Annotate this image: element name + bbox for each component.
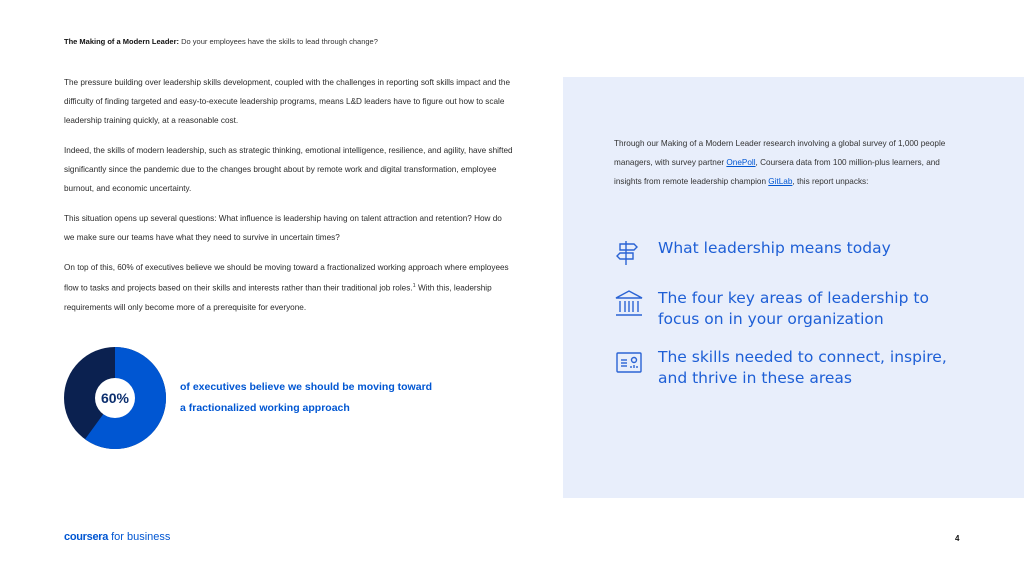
id-card-icon (614, 347, 644, 377)
coursera-logo[interactable] (64, 531, 170, 543)
header-subtitle: Do your employees have the skills to lead through change? (179, 37, 378, 46)
intro-part-1: Through our Making of a Modern Leader research involving a global survey of 1,000 people managers, with survey partner (614, 139, 946, 167)
paragraph-4 (64, 258, 514, 317)
item-label: The four key areas of leadership to focus on in your organization (658, 289, 929, 328)
list-item-leadership-today (614, 238, 944, 268)
gitlab-link[interactable]: GitLab (768, 177, 793, 186)
paragraph-2: Indeed, the skills of modern leadership, such as strategic thinking, emotional intelligence, resilience, and agility, have shifted significantly since the pandemic due to the changes brought about by remote work and digital transformation, employee burnout, and economic uncertainty. (64, 146, 513, 193)
stat-value: 60% (95, 378, 135, 418)
paragraph-4-text: On top of this, 60% of executives believe we should be moving toward a fractionalized working approach where employees flow to tasks and projects based on their skills and interests rather than their traditional job roles. (64, 263, 509, 293)
footnote-ref: 1 (412, 283, 416, 289)
intro-part-3: , this report unpacks: (792, 177, 869, 186)
body-column (64, 73, 514, 328)
list-item-four-areas (614, 288, 944, 332)
item-label: What leadership means today (658, 239, 891, 257)
panel-intro (614, 134, 959, 191)
onepoll-link[interactable]: OnePoll (726, 158, 756, 167)
paragraph-3: This situation opens up several questions: What influence is leadership having on talent attraction and retention? How do we make sure our teams have what they need to survive in uncertain times? (64, 214, 502, 242)
item-label: The skills needed to connect, inspire, and thrive in these areas (658, 348, 947, 387)
intro-part-2: , Coursera data from 100 million-plus learners, and insights from remote leadership champion (614, 158, 940, 186)
paragraph-4-tail: With this, leadership requirements will only become more of a prerequisite for everyone. (64, 283, 492, 312)
list-item-skills-needed (614, 347, 947, 391)
brand-wordmark: coursera (64, 531, 109, 543)
page-header (64, 37, 378, 46)
stat-caption: of executives believe we should be moving toward a fractionalized working approach (180, 381, 433, 414)
brand-suffix: for business (111, 531, 171, 543)
page-number: 4 (955, 534, 960, 543)
signpost-icon (614, 238, 644, 268)
institution-icon (614, 288, 644, 318)
paragraph-1: The pressure building over leadership skills development, coupled with the challenges in reporting soft skills impact and the difficulty of finding targeted and easy-to-execute leadership programs, means L&D leaders have to figure out how to scale leadership training quickly, at a reasonable cost. (64, 78, 511, 125)
stat-donut-chart (64, 347, 166, 449)
header-title: The Making of a Modern Leader: (64, 37, 180, 46)
